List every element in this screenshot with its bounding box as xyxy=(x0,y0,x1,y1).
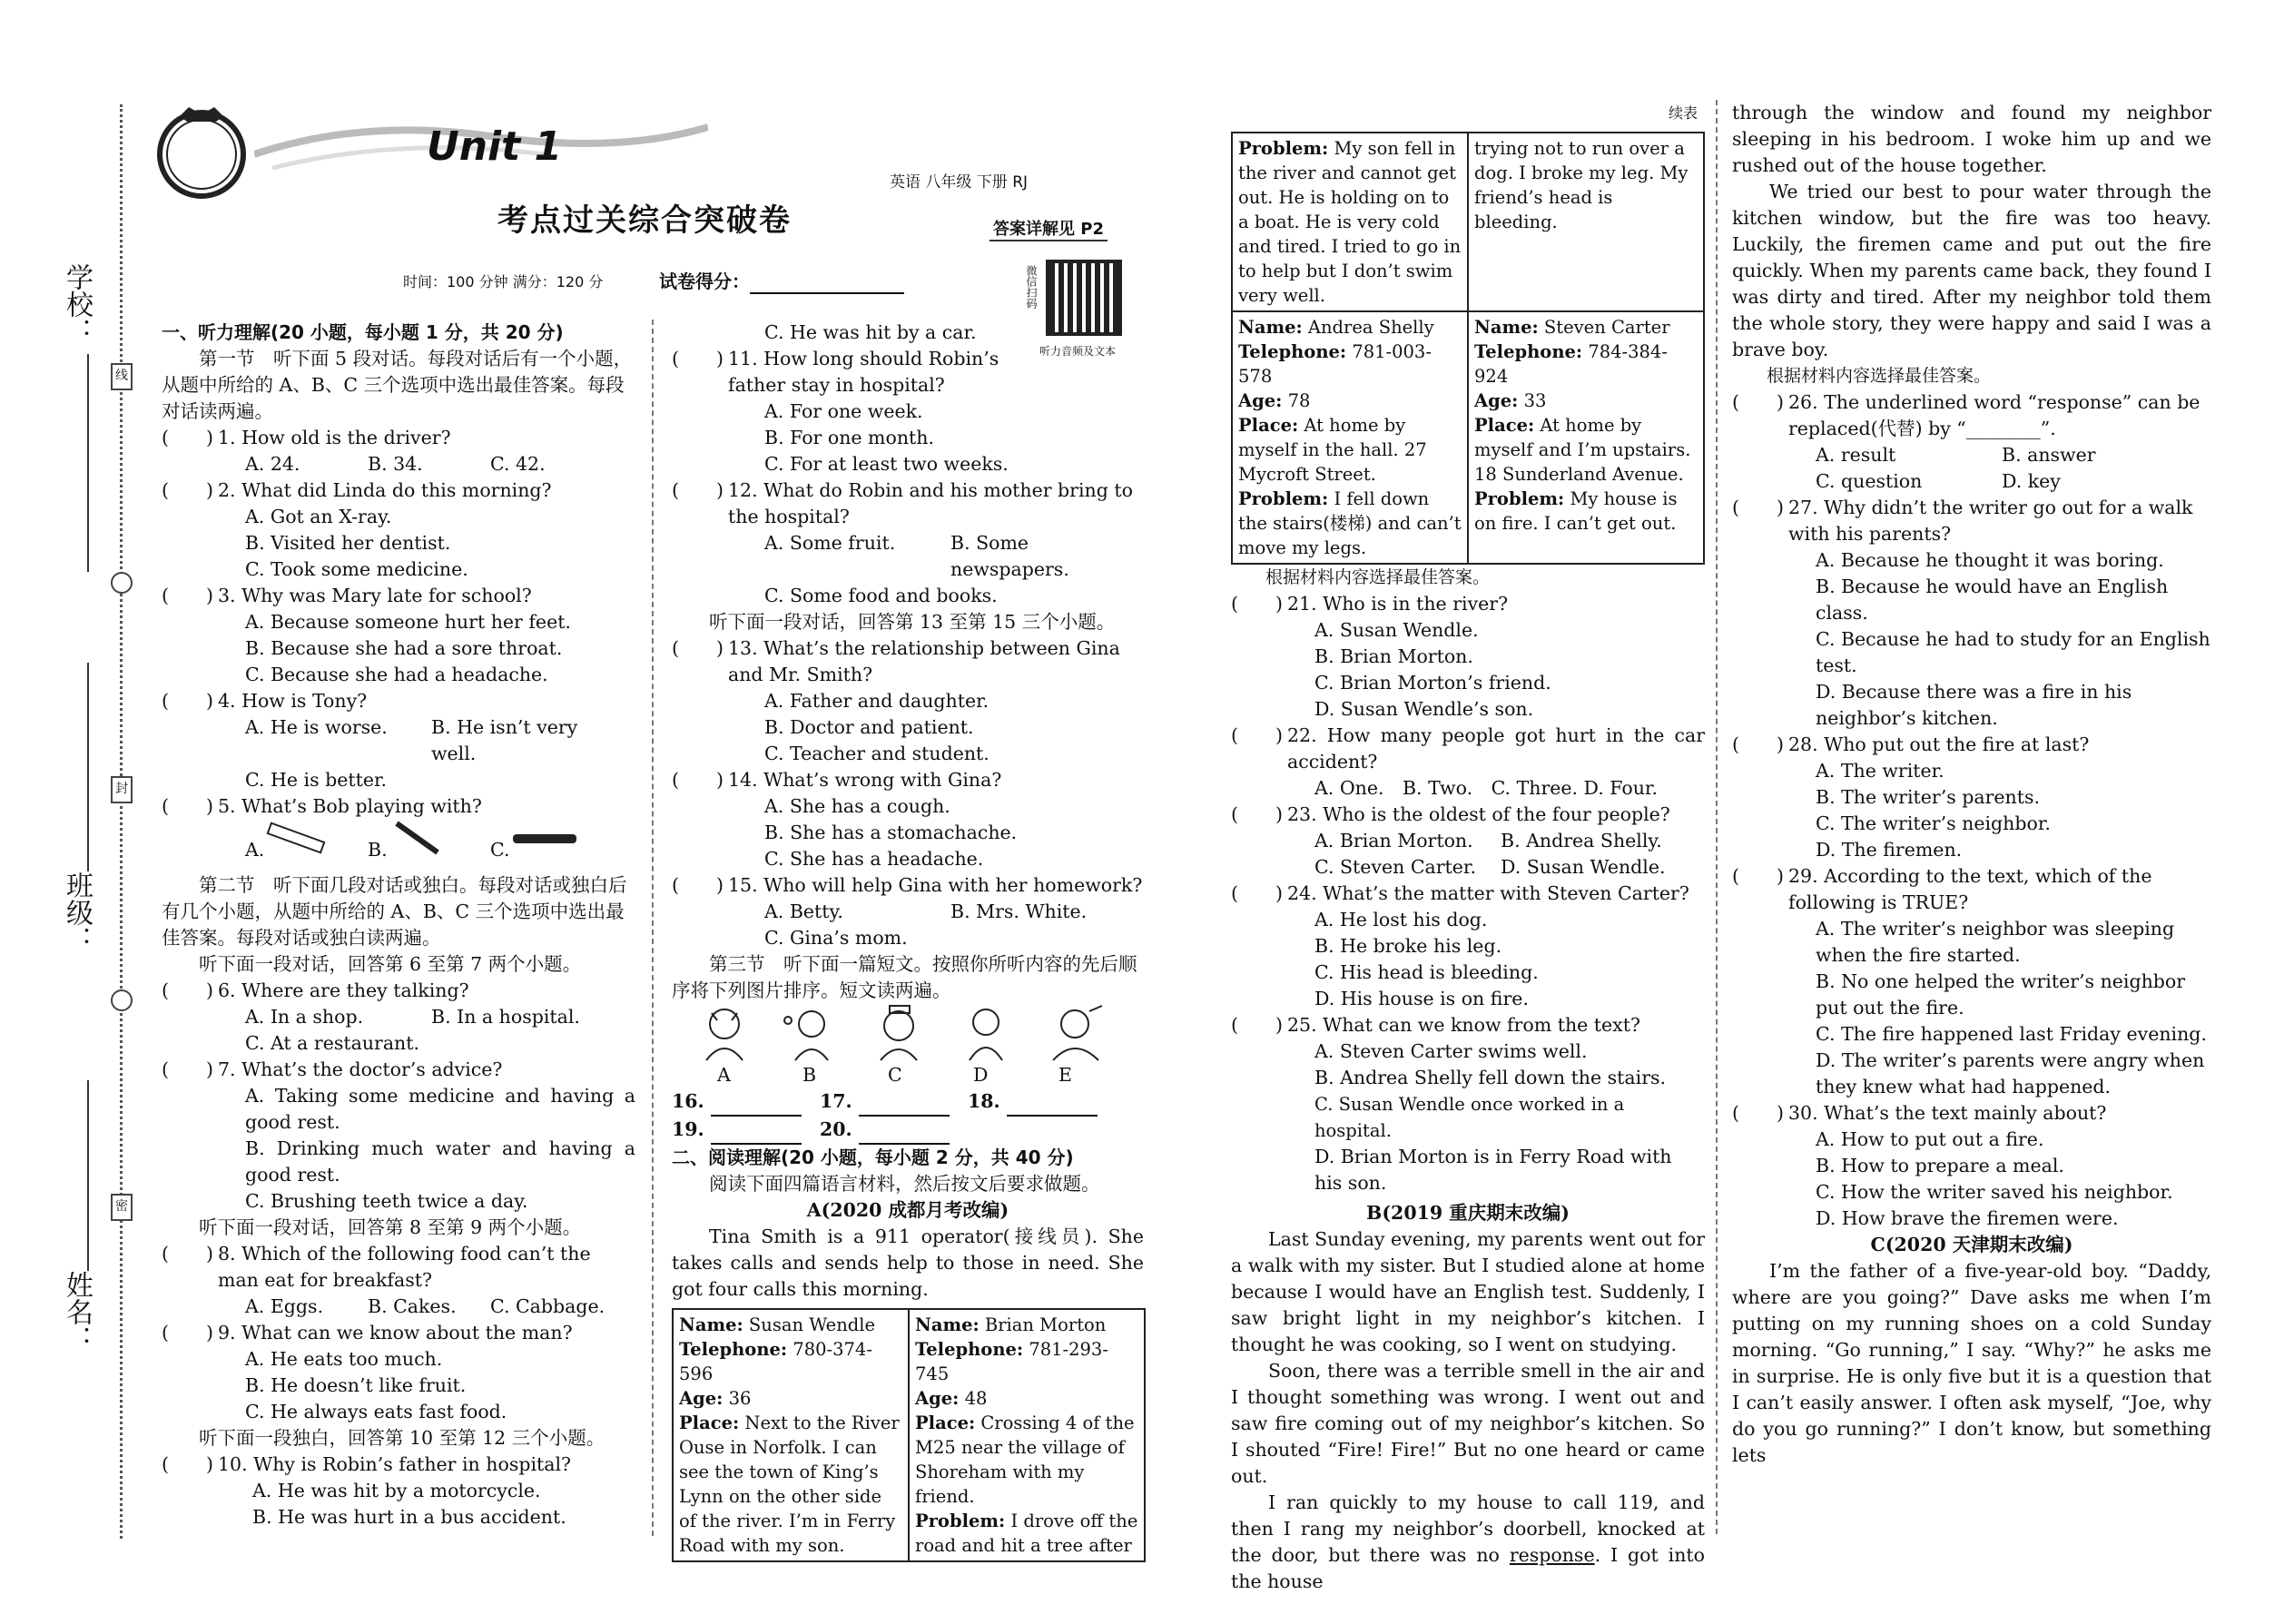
caller-age: 48 xyxy=(964,1388,988,1409)
blank-19[interactable]: 19. xyxy=(672,1117,820,1145)
option-a: A. Father and daughter. xyxy=(764,690,989,712)
dialogue-instruction: 听下面一段对话，回答第 6 至第 7 两个小题。 xyxy=(199,953,582,975)
question-stem: 25. What can we know from the text? xyxy=(1287,1014,1640,1036)
option-a: A. How to put out a fire. xyxy=(1816,1128,2044,1150)
option-d: D. Susan Wendle’s son. xyxy=(1314,698,1534,720)
answer-bracket[interactable]: ( ) xyxy=(1231,803,1283,825)
option-b: B. He was hurt in a bus accident. xyxy=(252,1506,566,1528)
option-a: A. Because he thought it was boring. xyxy=(1816,549,2164,571)
option-a: A. Taking some medicine and having a good rest. xyxy=(245,1085,635,1133)
question-23-options-cd xyxy=(1231,854,1705,881)
answer-bracket[interactable]: ( ) xyxy=(672,637,724,659)
caller-name: Susan Wendle xyxy=(748,1314,876,1335)
option-b: B. How to prepare a meal. xyxy=(1816,1155,2064,1176)
question-1 xyxy=(162,425,635,451)
pen-icon xyxy=(509,820,582,856)
question-6 xyxy=(162,978,635,1004)
passage-b-paragraph-4: We tried our best to pour water through the kitchen window, but the fire was too heavy. Luckily, the firemen came and put out the fire quickly. When my parents came back, they found I was dirty and tired. After my neighbor told them the whole story, they were happy and said I was a brave boy. xyxy=(1732,181,2211,360)
question-5-options xyxy=(162,820,635,872)
option-b: B. 34. xyxy=(368,453,423,475)
right-page xyxy=(1171,0,2294,1624)
question-stem: 26. The underlined word “response” can be replaced(代替) by “________”. xyxy=(1788,391,2200,439)
question-stem: 6. Where are they talking? xyxy=(218,979,469,1001)
option-a: A. Because someone hurt her feet. xyxy=(245,611,571,633)
option-c: C. Brian Morton’s friend. xyxy=(1314,672,1551,694)
question-stem: 2. What did Linda do this morning? xyxy=(218,479,552,501)
option-b: B. Brian Morton. xyxy=(1314,645,1473,667)
question-13 xyxy=(672,635,1144,688)
question-29 xyxy=(1732,863,2211,916)
passage-b-paragraph-1: Last Sunday evening, my parents went out for a walk with my sister. But I studied alone at home because I would have an English test. Suddenly, I saw bright light in my neighbor’s kitchen. I thought he was cooking, so I went on studying. xyxy=(1231,1228,1705,1355)
option-c: C. Brushing teeth twice a day. xyxy=(245,1190,528,1212)
option-a: A. He is worse. xyxy=(245,716,388,738)
caller-card xyxy=(1468,133,1704,311)
answer-bracket[interactable]: ( ) xyxy=(672,348,724,369)
option-a: A. He lost his dog. xyxy=(1314,909,1488,930)
caller-telephone: 784-384-924 xyxy=(1474,341,1668,387)
question-stem: 4. How is Tony? xyxy=(218,690,368,712)
option-a: A. Steven Carter swims well. xyxy=(1314,1040,1588,1062)
option-b: B. Visited her dentist. xyxy=(245,532,451,554)
publisher-logo xyxy=(153,102,251,200)
question-23 xyxy=(1231,802,1705,828)
caller-age: 33 xyxy=(1523,390,1547,411)
option-b: B. She has a stomachache. xyxy=(764,822,1018,843)
qr-scan-label: 微信扫码 xyxy=(1025,265,1038,309)
caller-place: At home by myself in the hall. 27 Mycroft Street. xyxy=(1238,415,1427,485)
seal-tag-seal: 封 xyxy=(111,776,133,803)
question-12 xyxy=(672,477,1144,530)
option-a: A. The writer’s neighbor was sleeping when the fire started. xyxy=(1816,918,2175,966)
main-title: 考点过关综合突破卷 xyxy=(497,202,792,239)
section3-instructions: 第三节 听下面一篇短文。按照你所听内容的先后顺序将下列图片排序。短文读两遍。 xyxy=(672,953,1137,1001)
column-1 xyxy=(162,320,635,1530)
question-stem: 11. How long should Robin’s father stay in hospital? xyxy=(728,348,999,396)
question-4 xyxy=(162,688,635,714)
question-stem: 9. What can we know about the man? xyxy=(218,1322,573,1343)
caller-place: Next to the River Ouse in Norfolk. I can see the town of King’s Lynn on the other side of the river. I’m in Ferry Road with my son. xyxy=(679,1412,900,1556)
question-22 xyxy=(1231,723,1705,775)
question-3 xyxy=(162,583,635,609)
column-4 xyxy=(1732,100,2211,1469)
caller-place: Crossing 4 of the M25 near the village of Shoreham with my friend. xyxy=(915,1412,1135,1507)
option-c: C. He is better. xyxy=(245,769,388,791)
option-c: C. The fire happened last Friday evening. xyxy=(1816,1023,2207,1045)
option-c: C. Cabbage. xyxy=(490,1295,605,1317)
caller-problem: My house is on fire. I can’t get out. xyxy=(1474,488,1678,534)
option-a: A. 24. xyxy=(245,453,300,475)
option-c: C. The writer’s neighbor. xyxy=(1816,812,2051,834)
passage-b-continued: through the window and found my neighbor sleeping in his bedroom. I woke him up and we rushed out of the house together. xyxy=(1732,102,2211,176)
option-c: C. Teacher and student. xyxy=(764,743,989,764)
option-a-ruler: A. xyxy=(245,820,368,872)
option-a: A. Betty. xyxy=(764,901,843,922)
caller-card: Name: Andrea Shelly Telephone: 781-003-578 Age: 78 Place: At home by myself in the hall. 27 Mycroft Street. Problem: I fell down the stairs(楼梯) and can’t move my legs. xyxy=(1232,311,1468,564)
dialogue-instruction: 听下面一段对话，回答第 13 至第 15 三个小题。 xyxy=(709,611,1116,633)
caller-problem: I drove off the road and hit a tree after xyxy=(915,1511,1138,1556)
caller-card: Name: Steven Carter Telephone: 784-384-924 Age: 33 Place: At home by myself and I’m upstairs. 18 Sunderland Avenue. Problem: My house is on fire. I can’t get out. xyxy=(1468,311,1704,564)
question-2 xyxy=(162,477,635,504)
option-c: C. 42. xyxy=(490,453,546,475)
option-b: B. No one helped the writer’s neighbor put out the fire. xyxy=(1816,970,2186,1019)
option-b: B. For one month. xyxy=(764,427,934,448)
answer-blanks-row-2 xyxy=(672,1117,1144,1145)
option-b: B. Doctor and patient. xyxy=(764,716,974,738)
option-c: C. Susan Wendle once worked in a hospital. xyxy=(1314,1094,1625,1141)
blank-16[interactable]: 16. xyxy=(672,1088,820,1117)
answer-bracket[interactable]: ( ) xyxy=(1231,1014,1283,1036)
question-stem: 13. What’s the relationship between Gina and Mr. Smith? xyxy=(728,637,1120,685)
question-9 xyxy=(162,1320,635,1346)
picture-row xyxy=(672,1004,1144,1062)
option-c: C. At a restaurant. xyxy=(245,1032,420,1054)
monologue-instruction: 听下面一段独白，回答第 10 至第 12 三个小题。 xyxy=(199,1427,605,1449)
column-3 xyxy=(1231,132,1705,1595)
column-2 xyxy=(672,320,1144,1562)
option-a: A. Some fruit. xyxy=(764,532,896,554)
option-c: C. Steven Carter. xyxy=(1314,856,1476,878)
question-25 xyxy=(1231,1012,1705,1038)
passage-b-paragraph-2: Soon, there was a terrible smell in the air and I thought something was wrong. I went out and saw fire coming out of my neighbor’s kitchen. So I shouted “Fire! Fire!” But no one heard or came out. xyxy=(1231,1360,1705,1487)
caller-card: Name: Brian Morton Telephone: 781-293-745 Age: 48 Place: Crossing 4 of the M25 near the village of Shoreham with my friend. Problem: I drove off the road and hit a tree after xyxy=(909,1309,1145,1561)
option-a: A. He was hit by a motorcycle. xyxy=(252,1480,541,1501)
caller-problem-continued: trying not to run over a dog. I broke my leg. My friend’s head is bleeding. xyxy=(1474,138,1689,232)
name-write-line[interactable] xyxy=(87,1080,89,1271)
option-a: A. The writer. xyxy=(1816,760,1944,782)
question-stem: 15. Who will help Gina with her homework? xyxy=(728,874,1143,896)
option-b: B. He broke his leg. xyxy=(1314,935,1502,957)
option-d: D. The writer’s parents were angry when they knew what had happened. xyxy=(1816,1049,2205,1097)
binding-hole xyxy=(111,572,133,594)
caller-table-part1 xyxy=(672,1308,1146,1562)
answer-bracket[interactable]: ( ) xyxy=(162,427,213,448)
option-b: B. answer xyxy=(2002,444,2096,466)
caller-telephone: 781-003-578 xyxy=(1238,341,1432,387)
option-d: D. Because there was a fire in his neighbor’s kitchen. xyxy=(1816,681,2132,729)
column-divider xyxy=(652,320,654,1536)
question-stem: 1. How old is the driver? xyxy=(218,427,451,448)
school-write-line[interactable] xyxy=(87,354,89,572)
option-d: D. His house is on fire. xyxy=(1314,988,1529,1009)
option-c: C. Because she had a headache. xyxy=(245,664,548,685)
option-d: D. Susan Wendle. xyxy=(1501,856,1666,878)
option-c: C. Took some medicine. xyxy=(245,558,468,580)
answer-bracket[interactable]: ( ) xyxy=(162,1243,213,1265)
cartoon-pictures xyxy=(690,1004,1126,1062)
pencil-icon xyxy=(388,820,451,856)
answer-ref: 答案详解见 P2 xyxy=(989,216,1108,241)
question-stem: 5. What’s Bob playing with? xyxy=(218,795,482,817)
option-c: C. His head is bleeding. xyxy=(1314,961,1539,983)
answer-bracket[interactable]: ( ) xyxy=(1732,865,1784,887)
question-stem: 10. Why is Robin’s father in hospital? xyxy=(218,1453,572,1475)
caller-name: Steven Carter xyxy=(1543,317,1670,338)
option-a: A. Got an X-ray. xyxy=(245,506,392,527)
question-stem: 30. What’s the text mainly about? xyxy=(1788,1102,2107,1124)
passage-c-title: C(2020 天津期末改编) xyxy=(1870,1234,2073,1255)
answer-bracket[interactable]: ( ) xyxy=(672,769,724,791)
option-c: C. question xyxy=(1816,470,1923,492)
question-11 xyxy=(672,346,1144,399)
question-stem: 27. Why didn’t the writer go out for a walk with his parents? xyxy=(1788,497,2193,545)
answer-bracket[interactable]: ( ) xyxy=(672,874,724,896)
section1-instructions: 第一节 听下面 5 段对话。每段对话后有一个小题，从题中所给的 A、B、C 三个选项中选出最佳答案。每段对话读两遍。 xyxy=(162,348,633,422)
answer-bracket[interactable]: ( ) xyxy=(162,479,213,501)
answer-bracket[interactable]: ( ) xyxy=(162,1322,213,1343)
answer-bracket[interactable]: ( ) xyxy=(1231,593,1283,615)
caller-card: Problem: My son fell in the river and cannot get out. He is holding on to a boat. He is very cold and tired. I tried to go in to help but I don’t swim very well. xyxy=(1232,133,1468,311)
answer-bracket[interactable]: ( ) xyxy=(1732,391,1784,413)
answer-bracket[interactable]: ( ) xyxy=(162,979,213,1001)
picture-label-a: A xyxy=(717,1064,731,1086)
question-stem: 23. Who is the oldest of the four people? xyxy=(1287,803,1670,825)
caller-name: Brian Morton xyxy=(984,1314,1107,1335)
option-b: B. Because she had a sore throat. xyxy=(245,637,563,659)
question-15 xyxy=(672,872,1144,899)
option-b: B. Some newspapers. xyxy=(950,532,1069,580)
caller-table-part2 xyxy=(1231,132,1705,565)
caller-age: 78 xyxy=(1287,390,1311,411)
question-1-options xyxy=(162,451,635,477)
passage-a-title: A(2020 成都月考改编) xyxy=(806,1199,1009,1221)
option-a: A. Eggs. xyxy=(245,1295,324,1317)
option-c: C. How the writer saved his neighbor. xyxy=(1816,1181,2173,1203)
unit-title: Unit 1 xyxy=(427,123,563,170)
time-score: 时间：100 分钟 满分：120 分 xyxy=(403,273,604,290)
option-c: C. Because he had to study for an English test. xyxy=(1816,628,2210,676)
option-b: B. He isn’t very well. xyxy=(431,716,578,764)
option-d: D. How brave the firemen were. xyxy=(1816,1207,2119,1229)
option-b: B. Mrs. White. xyxy=(950,901,1088,922)
question-12-options xyxy=(672,530,1144,583)
question-26 xyxy=(1732,389,2211,442)
option-a: A. result xyxy=(1816,444,1896,466)
option-b: B. Drinking much water and having a good rest. xyxy=(245,1137,635,1186)
answer-blanks-row-1 xyxy=(672,1088,1144,1117)
picture-labels xyxy=(672,1062,1144,1088)
score-blank[interactable] xyxy=(750,271,904,294)
option-d: D. Brian Morton is in Ferry Road with his son. xyxy=(1314,1146,1672,1194)
picture-label-d: D xyxy=(973,1064,989,1086)
caller-age: 36 xyxy=(728,1388,752,1409)
question-stem: 21. Who is in the river? xyxy=(1287,593,1509,615)
option-c-pen: C. xyxy=(490,820,613,872)
answer-bracket[interactable]: ( ) xyxy=(162,795,213,817)
answer-bracket[interactable]: ( ) xyxy=(162,585,213,606)
option-b: B. The writer’s parents. xyxy=(1816,786,2041,808)
qr-caption: 听力音频及文本 xyxy=(1039,345,1117,358)
section-reading-title: 二、阅读理解(20 小题，每小题 2 分，共 40 分) xyxy=(672,1147,1074,1168)
answer-bracket[interactable]: ( ) xyxy=(1732,497,1784,518)
underlined-word: response xyxy=(1509,1544,1595,1566)
option-b: B. Andrea Shelly. xyxy=(1501,830,1662,851)
option-b: B. Cakes. xyxy=(368,1295,457,1317)
question-27 xyxy=(1732,495,2211,547)
seal-tag-line: 线 xyxy=(111,363,133,390)
option-b: B. He doesn’t like fruit. xyxy=(245,1374,467,1396)
caller-problem: My son fell in the river and cannot get out. He is holding on to a boat. He is very cold and tired. I tried to go in to help but I don’t swim very well. xyxy=(1238,138,1462,306)
seal-tag-secret: 密 xyxy=(111,1194,133,1221)
option-a: A. In a shop. xyxy=(245,1006,364,1028)
passage-c-paragraph-1: I’m the father of a five-year-old boy. “Daddy, where are you going?” Dave asks me when I’m putting on my running shoes on a cold Sunday morning. “Go running,” I say. “Why?” he asks me in surprise. He is only five but it is a question that I can’t easily answer. I often ask myself, “Joe, why do you go running?” I don’t know, but something lets xyxy=(1732,1260,2211,1466)
option-d: D. key xyxy=(2002,470,2061,492)
question-14 xyxy=(672,767,1144,793)
question-4-options xyxy=(162,714,635,767)
question-28 xyxy=(1732,732,2211,758)
question-15-options xyxy=(672,899,1144,925)
caller-problem: I fell down the stairs(楼梯) and can’t move my legs. xyxy=(1238,488,1462,558)
subject-tag: 英语 八年级 下册 RJ xyxy=(890,173,1029,192)
option-c: C. He always eats fast food. xyxy=(245,1401,507,1422)
option-c: C. She has a headache. xyxy=(764,848,984,870)
caller-telephone: 781-293-745 xyxy=(915,1339,1108,1384)
option-b: B. Because he would have an English class. xyxy=(1816,576,2169,624)
option-b: B. Andrea Shelly fell down the stairs. xyxy=(1314,1067,1667,1088)
option-c: C. Gina’s mom. xyxy=(764,927,908,949)
binding-margin xyxy=(0,0,127,1624)
blank-20[interactable]: 20. xyxy=(820,1117,968,1145)
section-listening-title: 一、听力理解(20 小题，每小题 1 分，共 20 分) xyxy=(162,321,564,343)
question-stem: 3. Why was Mary late for school? xyxy=(218,585,532,606)
option-c: C. He was hit by a car. xyxy=(764,321,977,343)
question-stem: 12. What do Robin and his mother bring to the hospital? xyxy=(728,479,1133,527)
caller-card: Name: Susan Wendle Telephone: 780-374-596 Age: 36 Place: Next to the River Ouse in Norfolk. I can see the town of King’s Lynn on the other side of the river. I’m in Ferry Road with my son. xyxy=(673,1309,909,1561)
passage-a-intro: Tina Smith is a 911 operator(接线员). She takes calls and sends help to those in need. She got four calls this morning. xyxy=(672,1225,1144,1300)
question-30 xyxy=(1732,1100,2211,1127)
question-stem: 24. What’s the matter with Steven Carter? xyxy=(1287,882,1689,904)
passage-b-paragraph-3: I ran quickly to my house to call 119, and then I rang my neighbor’s doorbell, knocked at the door, but there was no response. I got into the house xyxy=(1231,1491,1705,1592)
option-d: D. The firemen. xyxy=(1816,839,1963,861)
answer-bracket[interactable]: ( ) xyxy=(1231,724,1283,746)
option-a: A. Brian Morton. xyxy=(1314,830,1473,851)
reading-instructions: 阅读下面四篇语言材料，然后按文后要求做题。 xyxy=(709,1173,1100,1195)
question-stem: 7. What’s the doctor’s advice? xyxy=(218,1058,503,1080)
picture-label-c: C xyxy=(888,1064,902,1086)
option-b-pencil: B. xyxy=(368,820,490,872)
exam-score-label: 试卷得分： xyxy=(659,267,904,294)
question-8 xyxy=(162,1241,635,1294)
passage-b-title: B(2019 重庆期末改编) xyxy=(1366,1202,1570,1224)
caller-place: At home by myself and I’m upstairs. 18 Sunderland Avenue. xyxy=(1474,415,1691,485)
class-label: 班级： xyxy=(61,871,93,953)
question-stem: 29. According to the text, which of the following is TRUE? xyxy=(1788,865,2152,913)
class-write-line[interactable] xyxy=(87,663,89,871)
question-8-options xyxy=(162,1294,635,1320)
question-21 xyxy=(1231,591,1705,617)
ruler-icon xyxy=(264,820,328,856)
question-22-options: A. One. B. Two. C. Three. D. Four. xyxy=(1314,777,1658,799)
question-26-options-ab xyxy=(1732,442,2211,468)
passage-b-instructions: 根据材料内容选择最佳答案。 xyxy=(1767,366,1992,386)
dialogue-instruction: 听下面一段对话，回答第 8 至第 9 两个小题。 xyxy=(199,1216,582,1238)
answer-bracket[interactable]: ( ) xyxy=(1231,882,1283,904)
caller-name: Andrea Shelly xyxy=(1307,317,1434,338)
section2-instructions: 第二节 听下面几段对话或独白。每段对话或独白后有几个小题，从题中所给的 A、B、C 三个选项中选出最佳答案。每段对话或独白读两遍。 xyxy=(162,874,627,949)
question-stem: 28. Who put out the fire at last? xyxy=(1788,733,2090,755)
question-stem: 8. Which of the following food can’t the man eat for breakfast? xyxy=(218,1243,591,1291)
option-c: C. For at least two weeks. xyxy=(764,453,1009,475)
question-5 xyxy=(162,793,635,820)
question-26-options-cd xyxy=(1732,468,2211,495)
option-a: A. She has a cough. xyxy=(764,795,950,817)
question-24 xyxy=(1231,881,1705,907)
binding-hole xyxy=(111,989,133,1011)
option-c: C. Some food and books. xyxy=(764,585,998,606)
option-a: A. Susan Wendle. xyxy=(1314,619,1479,641)
blank-17[interactable]: 17. xyxy=(820,1088,968,1117)
picture-label-e: E xyxy=(1058,1064,1072,1086)
answer-bracket[interactable]: ( ) xyxy=(672,479,724,501)
question-stem: 22. How many people got hurt in the car accident? xyxy=(1287,724,1705,773)
continued-label: 续表 xyxy=(1669,104,1698,122)
binding-dotted-line xyxy=(120,104,123,1539)
option-b: B. In a hospital. xyxy=(431,1006,580,1028)
answer-bracket[interactable]: ( ) xyxy=(162,1453,213,1475)
passage-a-instructions: 根据材料内容选择最佳答案。 xyxy=(1265,567,1491,587)
picture-label-b: B xyxy=(802,1064,817,1086)
answer-bracket[interactable]: ( ) xyxy=(1732,1102,1784,1124)
school-label: 学校： xyxy=(61,263,93,345)
blank-18[interactable]: 18. xyxy=(968,1088,1116,1117)
answer-bracket[interactable]: ( ) xyxy=(162,690,213,712)
answer-bracket[interactable]: ( ) xyxy=(162,1058,213,1080)
column-divider xyxy=(1716,100,1718,1534)
question-23-options-ab xyxy=(1231,828,1705,854)
name-label: 姓名： xyxy=(61,1271,93,1353)
question-7 xyxy=(162,1057,635,1083)
question-6-options xyxy=(162,1004,635,1030)
answer-bracket[interactable]: ( ) xyxy=(1732,733,1784,755)
question-10 xyxy=(162,1452,635,1478)
option-a: A. He eats too much. xyxy=(245,1348,443,1370)
question-stem: 14. What’s wrong with Gina? xyxy=(728,769,1002,791)
caller-telephone: 780-374-596 xyxy=(679,1339,872,1384)
option-a: A. For one week. xyxy=(764,400,923,422)
